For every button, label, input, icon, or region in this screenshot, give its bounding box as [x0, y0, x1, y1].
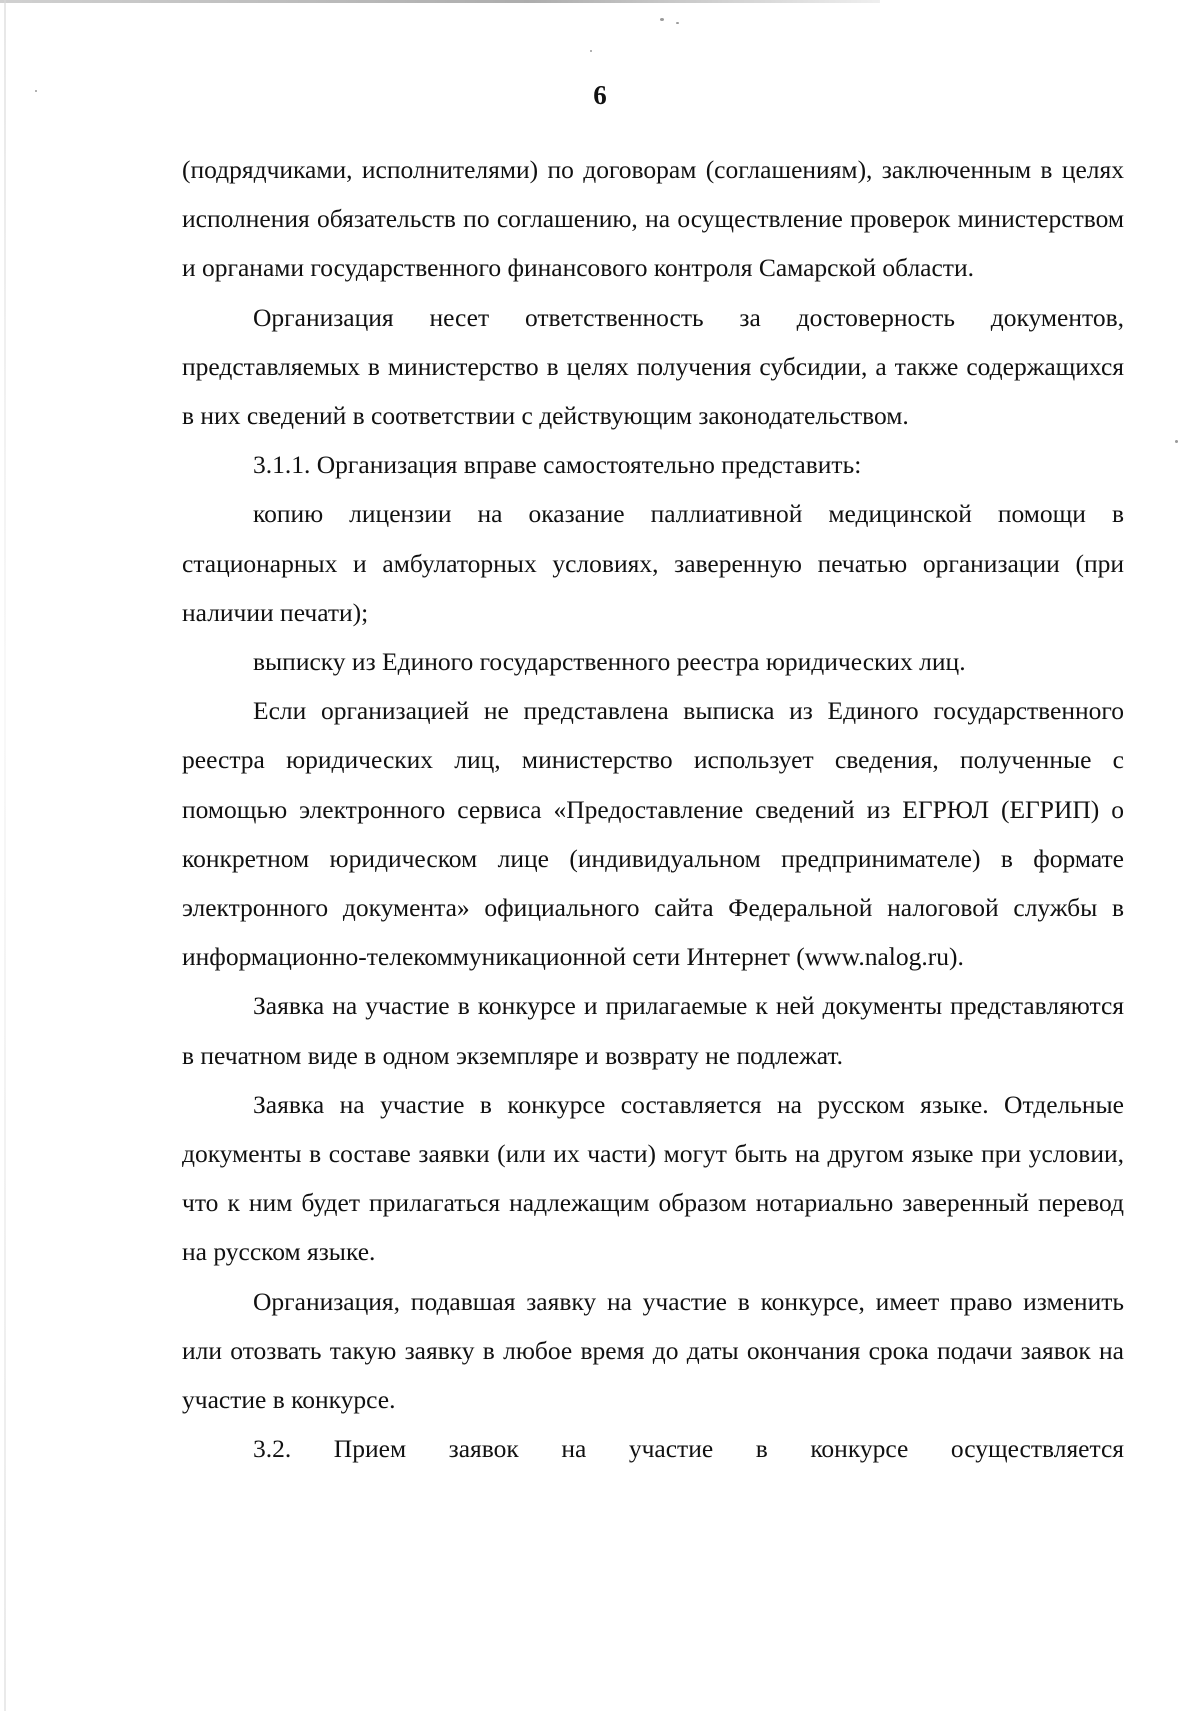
scan-speck — [1175, 440, 1178, 443]
scan-speck — [660, 18, 664, 21]
paragraph-responsibility: Организация несет ответственность за достоверность документов, представляемых в министерство в целях получения субсидии, а также содержащихся в них сведений в соответствии с действующим законодательством. — [182, 302, 1124, 431]
paragraph-clause-3-1-1: 3.1.1. Организация вправе самостоятельно представить: — [253, 450, 862, 480]
scan-speck — [676, 22, 679, 24]
scan-artifact-top — [0, 0, 880, 3]
paragraph-language: Заявка на участие в конкурсе составляется на русском языке. Отдельные документы в составе заявки (или их части) могут быть на другом языке при условии, что к ним будет прилагаться надлежащим образом нотариально заверенный перевод на русском языке. — [182, 1089, 1124, 1267]
document-body — [182, 145, 1124, 1473]
page-number: 6 — [593, 80, 607, 110]
paragraph-continuation: (подрядчиками, исполнителями) по договорам (соглашениям), заключенным в целях исполнения обязательств по соглашению, на осуществление проверок министерством и органами государственного финансового контроля Самарской области. — [182, 155, 1124, 283]
scan-speck — [590, 50, 592, 52]
paragraph-print-copy: Заявка на участие в конкурсе и прилагаемые к ней документы представляются в печатном виде в одном экземпляре и возврату не подлежат. — [182, 991, 1124, 1070]
paragraph-license-copy: копию лицензии на оказание паллиативной медицинской помощи в стационарных и амбулаторных условиях, заверенную печатью организации (при наличии печати); — [182, 499, 1124, 627]
paragraph-clause-3-2: 3.2. Прием заявок на участие в конкурсе осуществляется — [253, 1434, 1124, 1464]
scan-artifact-left-edge — [4, 0, 6, 1711]
paragraph-egrul-service: Если организацией не представлена выписка из Единого государственного реестра юридических лиц, министерство использует сведения, полученные с помощью электронного сервиса «Предоставление сведений из ЕГРЮЛ (ЕГРИП) о конкретном юридическом лице (индивидуальном предпринимателе) в формате электронного документа» официального сайта Федеральной налоговой службы в информационно-телекоммуникационной сети Интернет (www.nalog.ru). — [182, 696, 1124, 972]
paragraph-egrul-extract: выписку из Единого государственного реестра юридических лиц. — [253, 647, 966, 677]
paragraph-withdraw: Организация, подавшая заявку на участие в конкурсе, имеет право изменить или отозвать такую заявку в любое время до даты окончания срока подачи заявок на участие в конкурсе. — [182, 1286, 1124, 1415]
